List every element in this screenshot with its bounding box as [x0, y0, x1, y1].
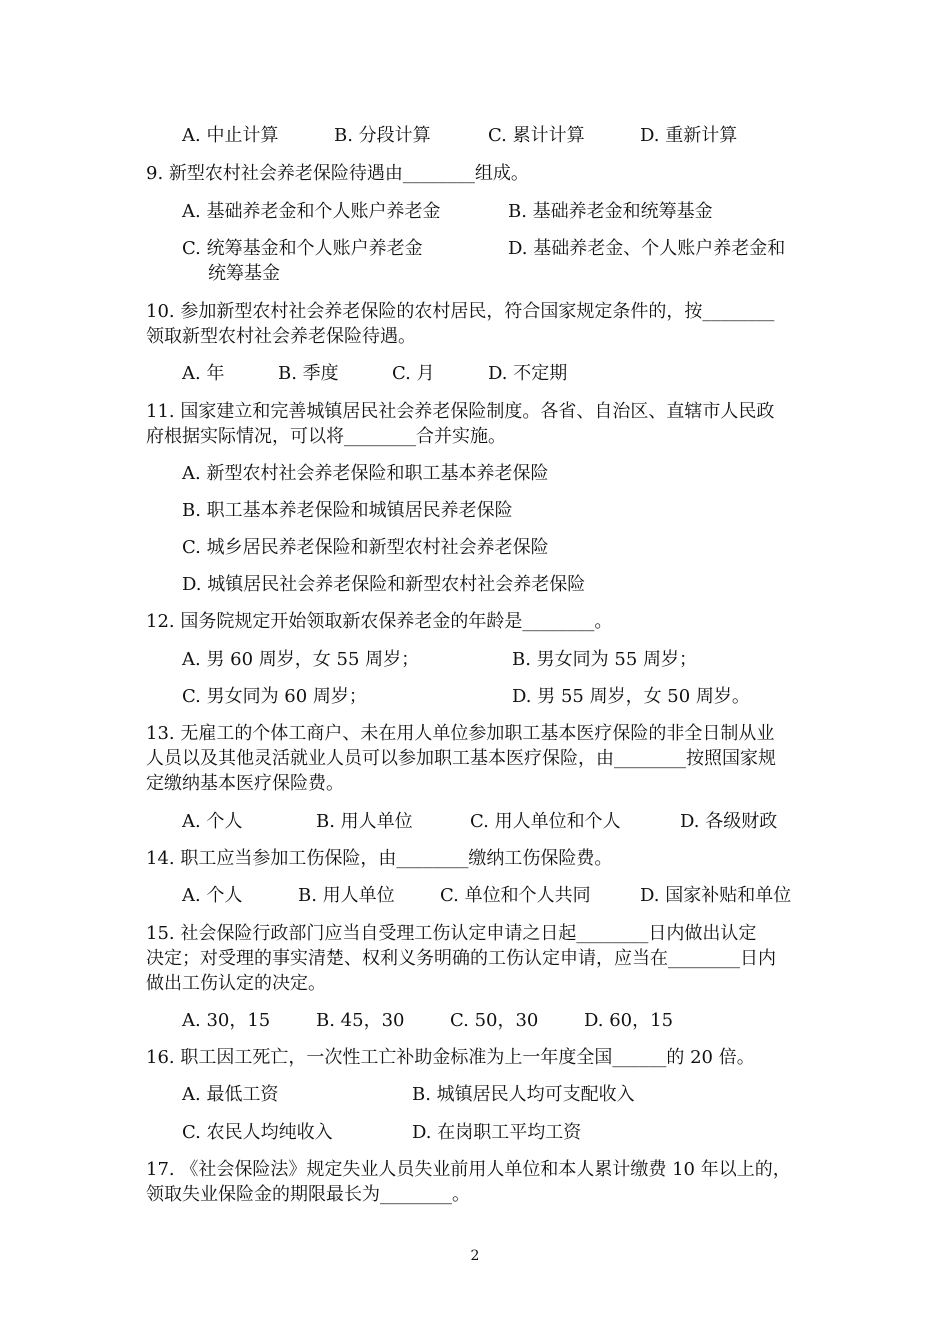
question-14-stem: 14. 职工应当参加工伤保险，由________缴纳工伤保险费。 — [146, 848, 613, 869]
option-d: D. 基础养老金、个人账户养老金和 — [508, 238, 786, 259]
question-11-stem-line2: 府根据实际情况，可以将________合并实施。 — [146, 426, 506, 447]
option-a: A. 30，15 — [182, 1010, 271, 1031]
option-b: B. 分段计算 — [334, 125, 431, 146]
option-b: B. 基础养老金和统筹基金 — [508, 201, 713, 222]
question-11-option-c: C. 城乡居民养老保险和新型农村社会养老保险 — [182, 537, 549, 558]
option-c: C. 用人单位和个人 — [470, 811, 621, 832]
question-10-stem-line1: 10. 参加新型农村社会养老保险的农村居民，符合国家规定条件的，按________ — [146, 301, 775, 322]
option-c: C. 农民人均纯收入 — [182, 1122, 333, 1143]
option-d: D. 各级财政 — [680, 811, 778, 832]
question-9-option-d-continued: 统筹基金 — [208, 263, 280, 284]
option-c: C. 单位和个人共同 — [440, 885, 591, 906]
question-16-stem: 16. 职工因工死亡，一次性工亡补助金标准为上一年度全国______的 20 倍。 — [146, 1047, 755, 1068]
question-11-option-d: D. 城镇居民社会养老保险和新型农村社会养老保险 — [182, 574, 586, 595]
option-c: C. 男女同为 60 周岁； — [182, 686, 367, 707]
question-15-stem-line3: 做出工伤认定的决定。 — [146, 973, 326, 994]
option-b: B. 季度 — [278, 363, 339, 384]
option-d: D. 重新计算 — [640, 125, 738, 146]
option-a: A. 基础养老金和个人账户养老金 — [182, 201, 441, 222]
option-c: C. 月 — [392, 363, 435, 384]
question-17-stem-line2: 领取失业保险金的期限最长为________。 — [146, 1184, 470, 1205]
page-number: 2 — [470, 1248, 480, 1264]
option-d: D. 男 55 周岁，女 50 周岁。 — [512, 686, 750, 707]
question-15-stem-line2: 决定；对受理的事实清楚、权利义务明确的工伤认定申请，应当在________日内 — [146, 948, 776, 969]
question-13-stem-line3: 定缴纳基本医疗保险费。 — [146, 773, 344, 794]
option-b: B. 城镇居民人均可支配收入 — [412, 1084, 635, 1105]
question-11-option-b: B. 职工基本养老保险和城镇居民养老保险 — [182, 500, 513, 521]
question-13-stem-line1: 13. 无雇工的个体工商户、未在用人单位参加职工基本医疗保险的非全日制从业 — [146, 723, 775, 744]
question-13-stem-line2: 人员以及其他灵活就业人员可以参加职工基本医疗保险，由________按照国家规 — [146, 748, 776, 769]
question-15-stem-line1: 15. 社会保险行政部门应当自受理工伤认定申请之日起________日内做出认定 — [146, 923, 757, 944]
question-11-stem-line1: 11. 国家建立和完善城镇居民社会养老保险制度。各省、自治区、直辖市人民政 — [146, 401, 775, 422]
option-a: A. 最低工资 — [182, 1084, 279, 1105]
question-9-stem: 9. 新型农村社会养老保险待遇由________组成。 — [146, 163, 529, 184]
option-d: D. 在岗职工平均工资 — [412, 1122, 582, 1143]
question-10-stem-line2: 领取新型农村社会养老保险待遇。 — [146, 326, 416, 347]
option-d: D. 不定期 — [488, 363, 568, 384]
question-11-option-a: A. 新型农村社会养老保险和职工基本养老保险 — [182, 463, 549, 484]
option-b: B. 45，30 — [316, 1010, 405, 1031]
option-c: C. 50，30 — [450, 1010, 539, 1031]
option-b: B. 用人单位 — [316, 811, 413, 832]
option-a: A. 中止计算 — [182, 125, 279, 146]
option-c: C. 累计计算 — [488, 125, 585, 146]
option-d: D. 60，15 — [584, 1010, 674, 1031]
option-b: B. 用人单位 — [298, 885, 395, 906]
option-a: A. 男 60 周岁，女 55 周岁； — [182, 649, 420, 670]
option-b: B. 男女同为 55 周岁； — [512, 649, 698, 670]
option-a: A. 年 — [182, 363, 225, 384]
question-12-stem: 12. 国务院规定开始领取新农保养老金的年龄是________。 — [146, 611, 613, 632]
option-a: A. 个人 — [182, 811, 243, 832]
option-c: C. 统筹基金和个人账户养老金 — [182, 238, 423, 259]
option-d: D. 国家补贴和单位 — [640, 885, 792, 906]
option-a: A. 个人 — [182, 885, 243, 906]
question-17-stem-line1: 17. 《社会保险法》规定失业人员失业前用人单位和本人累计缴费 10 年以上的， — [146, 1159, 791, 1180]
